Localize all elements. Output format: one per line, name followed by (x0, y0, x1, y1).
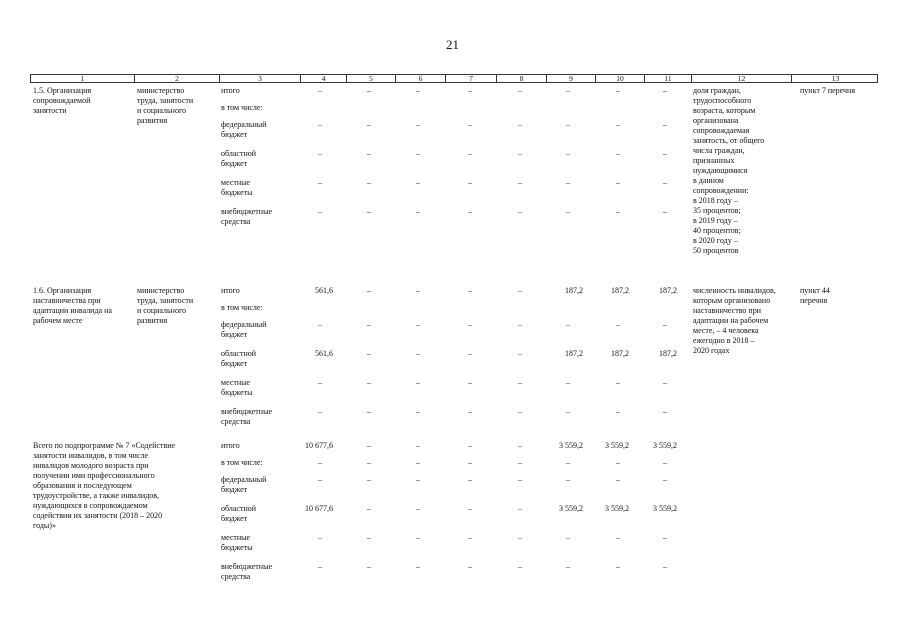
page-number: 21 (446, 37, 459, 52)
source-oblast-label: областной (221, 349, 257, 358)
cell-dash: – (566, 86, 570, 95)
cell-dash: – (566, 533, 570, 542)
cell-dash: – (367, 378, 371, 387)
row-1-6-title: адаптации инвалида на (33, 306, 112, 315)
cell-dash: – (318, 533, 322, 542)
cell-dash: – (416, 378, 420, 387)
cell-dash: – (367, 475, 371, 484)
total-subprogram-title: занятости инвалидов, в том числе (33, 451, 149, 460)
cell-dash: – (663, 475, 667, 484)
cell-dash: – (468, 178, 472, 187)
cell-dash: – (416, 475, 420, 484)
cell-dash: – (663, 378, 667, 387)
cell-dash: – (663, 533, 667, 542)
row-1-6-indicator: наставничество при (693, 306, 761, 315)
source-local-label: местные (221, 533, 251, 542)
cell-dash: – (616, 458, 620, 467)
cell-dash: – (468, 407, 472, 416)
cell-dash: – (367, 349, 371, 358)
cell-dash: – (318, 86, 322, 95)
source-federal-label: федеральный (221, 475, 267, 484)
source-oblast-label: областной (221, 504, 257, 513)
cell-dash: – (616, 207, 620, 216)
row-1-5-executor: развития (137, 116, 168, 125)
total-subprogram-title: Всего по подпрограмме № 7 «Содействие (33, 441, 176, 450)
cell-dash: – (468, 120, 472, 129)
cell-dash: – (468, 207, 472, 216)
row-1-5-indicator: 50 процентов (693, 246, 739, 255)
column-header-7: 7 (445, 75, 496, 83)
source-vtom-label: в том числе: (221, 458, 263, 467)
cell-dash: – (518, 504, 522, 513)
cell-dash: – (468, 349, 472, 358)
row-1-6-indicator: численность инвалидов, (693, 286, 776, 295)
source-itogo-label: итого (221, 86, 240, 95)
row-1-6-title: рабочем месте (33, 316, 83, 325)
cell-dash: – (367, 286, 371, 295)
row-1-5-reference: пункт 7 перечня (800, 86, 856, 95)
cell-value: 187,2 (611, 349, 629, 358)
cell-dash: – (318, 378, 322, 387)
cell-value: 3 559,2 (653, 441, 677, 450)
cell-dash: – (518, 120, 522, 129)
total-subprogram-title: инвалидов молодого возраста при (33, 461, 149, 470)
cell-dash: – (663, 86, 667, 95)
cell-dash: – (416, 286, 420, 295)
cell-dash: – (468, 86, 472, 95)
cell-dash: – (468, 441, 472, 450)
row-1-5-indicator: сопровождении: (693, 186, 749, 195)
cell-dash: – (318, 475, 322, 484)
cell-dash: – (566, 207, 570, 216)
cell-dash: – (468, 533, 472, 542)
source-federal-label: федеральный (221, 320, 267, 329)
cell-dash: – (518, 86, 522, 95)
cell-value: 187,2 (565, 349, 583, 358)
source-itogo-label: итого (221, 441, 240, 450)
cell-dash: – (416, 562, 420, 571)
cell-dash: – (468, 149, 472, 158)
row-1-5-title: занятости (33, 106, 67, 115)
cell-dash: – (416, 533, 420, 542)
cell-dash: – (518, 475, 522, 484)
row-1-5-title: 1.5. Организация (33, 86, 92, 95)
cell-dash: – (367, 320, 371, 329)
cell-dash: – (566, 407, 570, 416)
cell-dash: – (616, 86, 620, 95)
row-1-5-indicator: 35 процентов; (693, 206, 741, 215)
row-1-5-indicator: доля граждан, (693, 86, 741, 95)
cell-dash: – (566, 149, 570, 158)
total-subprogram-title: содействии их занятости (2018 – 2020 (33, 511, 163, 520)
cell-dash: – (367, 120, 371, 129)
cell-dash: – (367, 178, 371, 187)
cell-dash: – (663, 178, 667, 187)
row-1-5-title: сопровождаемой (33, 96, 91, 105)
row-1-6-executor: и социального (137, 306, 187, 315)
source-offbudget-label: внебюджетные (221, 207, 272, 216)
cell-dash: – (468, 286, 472, 295)
cell-dash: – (663, 458, 667, 467)
cell-dash: – (468, 378, 472, 387)
table-header-row (30, 74, 878, 83)
row-1-5-indicator: занятость, от общего (693, 136, 765, 145)
cell-dash: – (416, 207, 420, 216)
total-subprogram-title: нуждающихся в сопровождаемом (33, 501, 148, 510)
source-offbudget-label: внебюджетные (221, 562, 272, 571)
total-subprogram-title: трудоустройстве, а также инвалидов, (33, 491, 160, 500)
cell-value: 10 677,6 (305, 504, 333, 513)
cell-dash: – (318, 562, 322, 571)
cell-dash: – (416, 149, 420, 158)
cell-dash: – (518, 533, 522, 542)
source-federal-label: бюджет (221, 330, 248, 339)
cell-dash: – (566, 562, 570, 571)
cell-dash: – (566, 320, 570, 329)
source-federal-label: бюджет (221, 485, 248, 494)
cell-dash: – (663, 562, 667, 571)
cell-dash: – (367, 149, 371, 158)
column-header-3: 3 (219, 75, 300, 83)
cell-dash: – (416, 458, 420, 467)
cell-dash: – (616, 562, 620, 571)
cell-dash: – (518, 178, 522, 187)
cell-dash: – (518, 458, 522, 467)
cell-dash: – (616, 320, 620, 329)
cell-dash: – (616, 533, 620, 542)
row-1-6-indicator: которым организовано (693, 296, 771, 305)
column-header-10: 10 (595, 75, 644, 83)
row-1-6-executor: развития (137, 316, 168, 325)
cell-value: 3 559,2 (605, 504, 629, 513)
cell-dash: – (566, 458, 570, 467)
row-1-6-title: наставничества при (33, 296, 101, 305)
column-header-1: 1 (80, 74, 85, 83)
cell-dash: – (566, 378, 570, 387)
column-header-12: 12 (691, 75, 791, 83)
cell-dash: – (367, 504, 371, 513)
cell-dash: – (468, 475, 472, 484)
row-1-5-executor: и социального (137, 106, 187, 115)
cell-dash: – (518, 349, 522, 358)
cell-dash: – (616, 378, 620, 387)
row-1-6-executor: министерство (137, 286, 185, 295)
cell-value: 187,2 (565, 286, 583, 295)
row-1-5-indicator: в 2020 году – (693, 236, 738, 245)
cell-dash: – (616, 475, 620, 484)
row-1-5-indicator: сопровождаемая (693, 126, 750, 135)
source-oblast-label: бюджет (221, 514, 248, 523)
cell-dash: – (616, 178, 620, 187)
cell-dash: – (416, 320, 420, 329)
source-federal-label: бюджет (221, 130, 248, 139)
cell-dash: – (416, 441, 420, 450)
cell-dash: – (416, 120, 420, 129)
cell-dash: – (318, 178, 322, 187)
column-header-11: 11 (644, 75, 691, 83)
cell-dash: – (616, 149, 620, 158)
source-local-label: бюджеты (221, 188, 253, 197)
cell-dash: – (318, 407, 322, 416)
source-itogo-label: итого (221, 286, 240, 295)
row-1-6-reference: перечня (800, 296, 828, 305)
row-1-6-executor: труда, занятости (137, 296, 194, 305)
cell-dash: – (566, 120, 570, 129)
cell-dash: – (518, 378, 522, 387)
cell-value: 561,6 (315, 349, 333, 358)
cell-dash: – (663, 149, 667, 158)
cell-dash: – (318, 120, 322, 129)
cell-dash: – (318, 458, 322, 467)
cell-dash: – (367, 441, 371, 450)
source-vtom-label: в том числе: (221, 103, 263, 112)
source-local-label: бюджеты (221, 388, 253, 397)
cell-dash: – (416, 86, 420, 95)
cell-value: 3 559,2 (605, 441, 629, 450)
cell-dash: – (367, 533, 371, 542)
cell-dash: – (518, 407, 522, 416)
row-1-5-indicator: в данном (693, 176, 724, 185)
cell-dash: – (367, 207, 371, 216)
cell-dash: – (416, 407, 420, 416)
cell-dash: – (518, 562, 522, 571)
source-vtom-label: в том числе: (221, 303, 263, 312)
row-1-5-indicator: в 2018 году – (693, 196, 738, 205)
cell-dash: – (367, 562, 371, 571)
cell-dash: – (518, 207, 522, 216)
row-1-5-indicator: возраста, которым (693, 106, 756, 115)
cell-value: 561,6 (315, 286, 333, 295)
source-oblast-label: областной (221, 149, 257, 158)
cell-dash: – (518, 286, 522, 295)
cell-dash: – (663, 207, 667, 216)
row-1-5-indicator: трудоспособного (693, 96, 752, 105)
source-offbudget-label: средства (221, 572, 251, 581)
column-header-4: 4 (300, 75, 346, 83)
cell-dash: – (663, 407, 667, 416)
cell-dash: – (318, 207, 322, 216)
cell-dash: – (468, 458, 472, 467)
cell-dash: – (367, 458, 371, 467)
cell-dash: – (518, 441, 522, 450)
cell-dash: – (518, 320, 522, 329)
cell-dash: – (566, 475, 570, 484)
cell-dash: – (468, 504, 472, 513)
source-local-label: бюджеты (221, 543, 253, 552)
source-offbudget-label: внебюджетные (221, 407, 272, 416)
cell-value: 187,2 (659, 286, 677, 295)
cell-dash: – (318, 320, 322, 329)
cell-dash: – (663, 120, 667, 129)
row-1-6-indicator: месте, – 4 человека (693, 326, 759, 335)
cell-dash: – (616, 120, 620, 129)
row-1-6-indicator: адаптации на рабочем (693, 316, 769, 325)
row-1-6-reference: пункт 44 (800, 286, 830, 295)
column-header-9: 9 (546, 75, 595, 83)
cell-dash: – (468, 320, 472, 329)
row-1-6-indicator: ежегодно в 2018 – (693, 336, 755, 345)
column-header-13: 13 (791, 75, 879, 83)
cell-dash: – (566, 178, 570, 187)
row-1-5-executor: министерство (137, 86, 185, 95)
source-oblast-label: бюджет (221, 359, 248, 368)
total-subprogram-title: образования и последующем (33, 481, 132, 490)
row-1-6-title: 1.6. Организация (33, 286, 92, 295)
cell-dash: – (616, 407, 620, 416)
cell-dash: – (318, 149, 322, 158)
cell-dash: – (367, 86, 371, 95)
cell-value: 3 559,2 (653, 504, 677, 513)
cell-value: 3 559,2 (559, 441, 583, 450)
column-header-8: 8 (496, 75, 546, 83)
column-header-6: 6 (395, 75, 445, 83)
cell-dash: – (518, 149, 522, 158)
column-header-2: 2 (134, 75, 219, 83)
cell-dash: – (367, 407, 371, 416)
row-1-6-indicator: 2020 годах (693, 346, 730, 355)
row-1-5-indicator: нуждающимися (693, 166, 748, 175)
source-local-label: местные (221, 178, 251, 187)
row-1-5-executor: труда, занятости (137, 96, 194, 105)
source-offbudget-label: средства (221, 417, 251, 426)
column-header-5: 5 (346, 75, 395, 83)
cell-value: 187,2 (659, 349, 677, 358)
cell-dash: – (416, 504, 420, 513)
row-1-5-indicator: 40 процентов; (693, 226, 741, 235)
cell-value: 187,2 (611, 286, 629, 295)
row-1-5-indicator: числа граждан, (693, 146, 745, 155)
cell-value: 10 677,6 (305, 441, 333, 450)
source-offbudget-label: средства (221, 217, 251, 226)
total-subprogram-title: получении ими профессионального (33, 471, 155, 480)
cell-dash: – (416, 178, 420, 187)
row-1-5-indicator: в 2019 году – (693, 216, 738, 225)
row-1-5-indicator: признанных (693, 156, 735, 165)
cell-dash: – (663, 320, 667, 329)
source-federal-label: федеральный (221, 120, 267, 129)
row-1-5-indicator: организована (693, 116, 739, 125)
cell-dash: – (416, 349, 420, 358)
cell-dash: – (468, 562, 472, 571)
source-local-label: местные (221, 378, 251, 387)
source-oblast-label: бюджет (221, 159, 248, 168)
cell-value: 3 559,2 (559, 504, 583, 513)
total-subprogram-title: годы)» (33, 521, 56, 530)
